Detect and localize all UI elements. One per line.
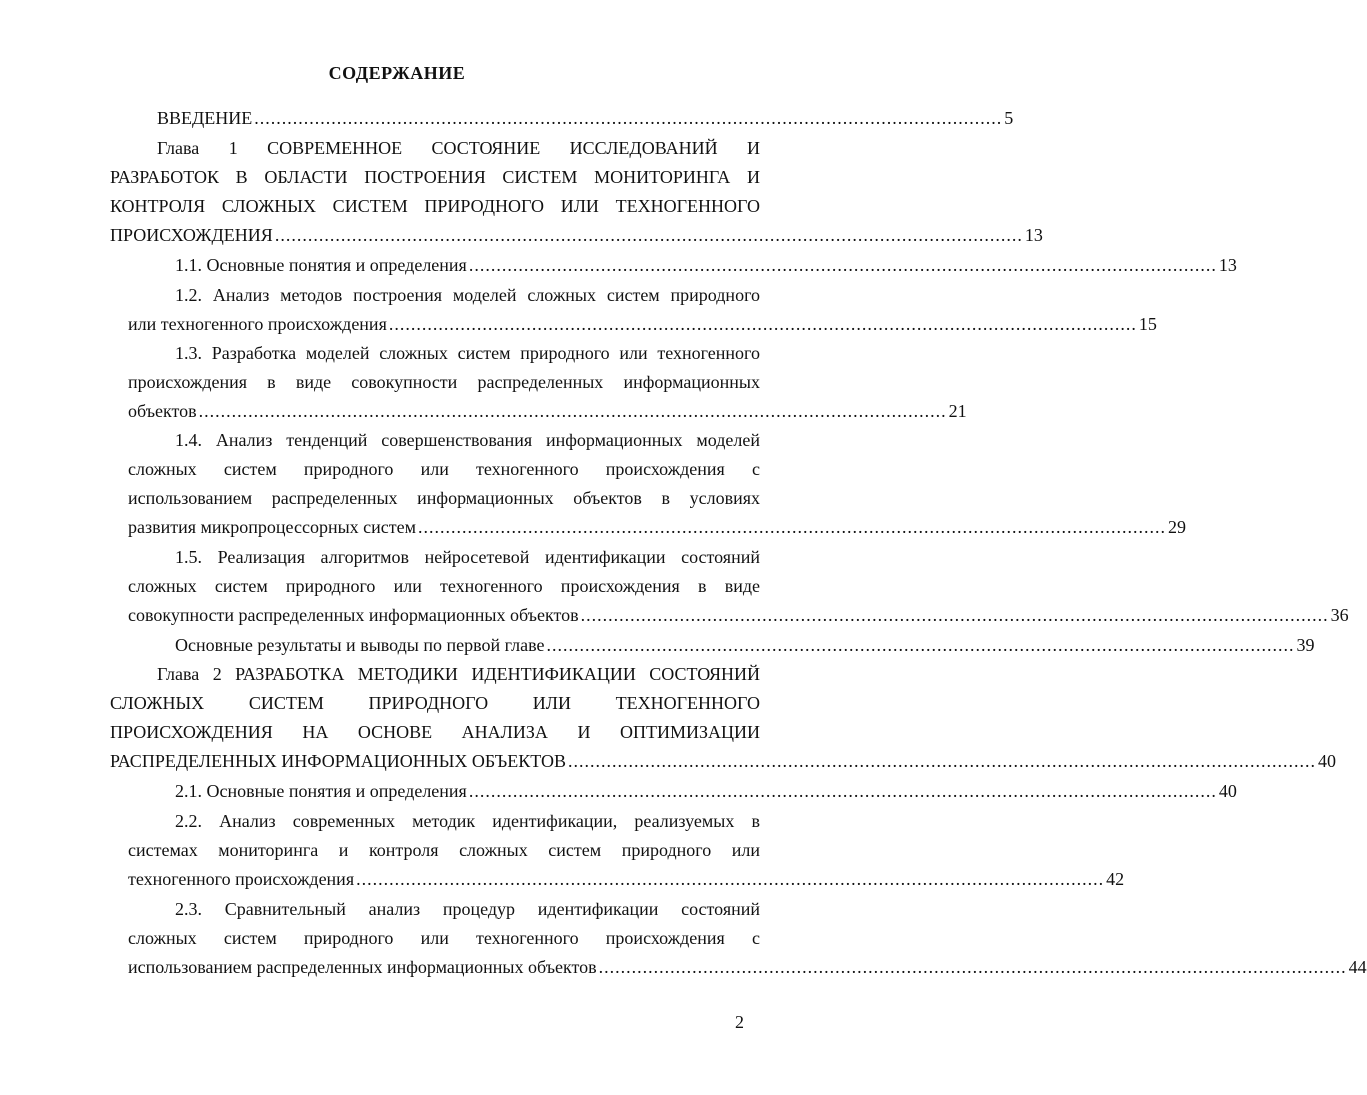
dot-leader: ........................................................................................................................................ (356, 869, 1105, 889)
toc-line: сложных систем природного или техногенного происхождения с (128, 928, 760, 948)
toc-page-number: 40 (1218, 781, 1237, 801)
toc-line: сложных систем природного или техногенного происхождения в виде (128, 576, 760, 596)
toc-entry-section-1-1[interactable] (110, 251, 1237, 280)
toc-entry-title: объектов (128, 401, 197, 421)
toc-entry-chapter-1[interactable] (110, 134, 1043, 250)
toc-line (128, 865, 1125, 894)
toc-entry-section-2-3[interactable] (128, 895, 1367, 982)
toc-line: СЛОЖНЫХ СИСТЕМ ПРИРОДНОГО ИЛИ ТЕХНОГЕННОГО (110, 693, 760, 713)
dot-leader: ........................................................................................................................................ (388, 314, 1137, 334)
toc-page-number: 36 (1330, 605, 1349, 625)
toc-line: РАЗРАБОТОК В ОБЛАСТИ ПОСТРОЕНИЯ СИСТЕМ МОНИТОРИНГА И (110, 167, 760, 187)
toc-entry-title: техногенного происхождения (128, 869, 355, 889)
toc-line (110, 747, 1337, 776)
toc-page-number: 21 (948, 401, 967, 421)
toc-line: 2.3. Сравнительный анализ процедур идентификации состояний (175, 899, 760, 919)
toc-entry-chapter-2[interactable] (110, 660, 1337, 776)
toc-page-number: 5 (1004, 108, 1014, 128)
toc-line: 1.3. Разработка моделей сложных систем природного или техногенного (175, 343, 760, 363)
dot-leader: ........................................................................................................................................ (274, 225, 1023, 245)
dot-leader: ........................................................................................................................................ (468, 255, 1217, 275)
toc-line: 1.4. Анализ тенденций совершенствования информационных моделей (175, 430, 760, 450)
toc-page-number: 15 (1138, 314, 1157, 334)
toc-page-number: 40 (1318, 751, 1337, 771)
toc-line: происхождения в виде совокупности распределенных информационных (128, 372, 760, 392)
dot-leader: ........................................................................................................................................ (580, 605, 1329, 625)
toc-entry-title: ПРОИСХОЖДЕНИЯ (110, 225, 273, 245)
toc-line: использованием распределенных информационных объектов в условиях (128, 488, 760, 508)
toc-line (128, 513, 1187, 542)
toc-entry-title: 1.1. Основные понятия и определения (175, 255, 467, 275)
page-number: 2 (735, 1012, 744, 1032)
toc-entry-title: РАСПРЕДЕЛЕННЫХ ИНФОРМАЦИОННЫХ ОБЪЕКТОВ (110, 751, 567, 771)
toc-entry-title: Основные результаты и выводы по первой главе (175, 635, 545, 655)
toc-line (110, 221, 1043, 250)
toc-line (128, 310, 1157, 339)
dot-leader: ........................................................................................................................................ (546, 635, 1295, 655)
toc-line (128, 397, 967, 426)
toc-page-number: 42 (1106, 869, 1125, 889)
toc-entry-title: или техногенного происхождения (128, 314, 387, 334)
toc-line: 1.5. Реализация алгоритмов нейросетевой идентификации состояний (175, 547, 760, 567)
toc-line: КОНТРОЛЯ СЛОЖНЫХ СИСТЕМ ПРИРОДНОГО ИЛИ ТЕХНОГЕННОГО (110, 196, 760, 216)
toc-page-number: 29 (1168, 517, 1187, 537)
toc-entry-chapter-1-conclusions[interactable] (128, 631, 1315, 660)
toc-entry-title: развития микропроцессорных систем (128, 517, 417, 537)
toc-page-number: 13 (1024, 225, 1043, 245)
dot-leader: ........................................................................................................................................ (468, 781, 1217, 801)
toc-line: Глава 2 РАЗРАБОТКА МЕТОДИКИ ИДЕНТИФИКАЦИИ СОСТОЯНИЙ (157, 664, 760, 684)
toc-page-number: 44 (1348, 957, 1367, 977)
toc-line (128, 777, 1237, 806)
toc-entry-title: 2.1. Основные понятия и определения (175, 781, 467, 801)
toc-line (128, 601, 1349, 630)
toc-line (110, 251, 1237, 280)
toc-entry-title: ВВЕДЕНИЕ (157, 108, 253, 128)
toc-line: 1.2. Анализ методов построения моделей сложных систем природного (175, 285, 760, 305)
dot-leader: ........................................................................................................................................ (418, 517, 1167, 537)
toc-entry-section-2-1[interactable] (128, 777, 1237, 806)
toc-line (128, 953, 1367, 982)
toc-page-number: 13 (1218, 255, 1237, 275)
toc-page-number: 39 (1296, 635, 1315, 655)
toc-entry-section-1-4[interactable] (128, 426, 1187, 542)
toc-line: Глава 1 СОВРЕМЕННОЕ СОСТОЯНИЕ ИССЛЕДОВАНИЙ И (157, 138, 760, 158)
dot-leader: ........................................................................................................................................ (568, 751, 1317, 771)
toc-entry-section-2-2[interactable] (128, 807, 1125, 894)
toc-line: сложных систем природного или техногенного происхождения с (128, 459, 760, 479)
toc-line (110, 104, 1014, 133)
page-title: СОДЕРЖАНИЕ (328, 63, 466, 83)
dot-leader: ........................................................................................................................................ (198, 401, 947, 421)
toc-line: системах мониторинга и контроля сложных систем природного или (128, 840, 760, 860)
toc-entry-introduction[interactable] (110, 104, 1014, 133)
toc-entry-section-1-3[interactable] (128, 339, 967, 426)
toc-entry-section-1-2[interactable] (128, 281, 1157, 339)
toc-entry-section-1-5[interactable] (128, 543, 1349, 630)
toc-entry-title: совокупности распределенных информационных объектов (128, 605, 579, 625)
toc-line: ПРОИСХОЖДЕНИЯ НА ОСНОВЕ АНАЛИЗА И ОПТИМИЗАЦИИ (110, 722, 760, 742)
dot-leader: ........................................................................................................................................ (254, 108, 1003, 128)
toc-line (128, 631, 1315, 660)
toc-entry-title: использованием распределенных информационных объектов (128, 957, 597, 977)
dot-leader: ........................................................................................................................................ (598, 957, 1347, 977)
toc-line: 2.2. Анализ современных методик идентификации, реализуемых в (175, 811, 760, 831)
